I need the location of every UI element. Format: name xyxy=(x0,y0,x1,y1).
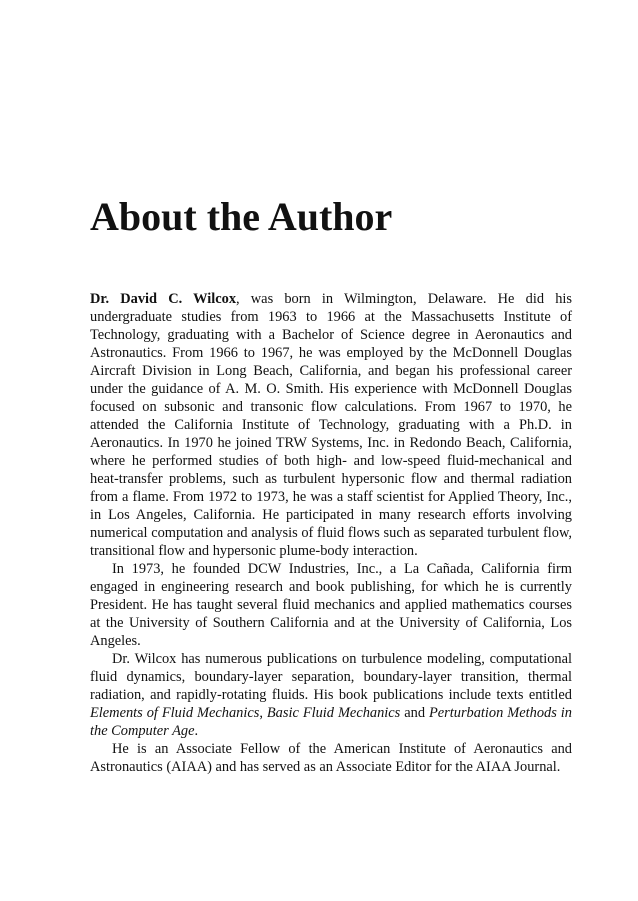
bio-paragraph-1 xyxy=(90,290,572,560)
author-name: Dr. David C. Wilcox xyxy=(90,291,237,307)
bio-paragraph-1-text: , was born in Wilmington, Delaware. He did his undergraduate studies from 1963 to 1966 at the Massachusetts Institute of Technology, graduating with a Bachelor of Science degree in Aeronautics and Astronautics. From 1966 to 1967, he was employed by the McDonnell Douglas Aircraft Division in Long Beach, California, and began his professional career under the guidance of A. M. O. Smith. His experience with McDonnell Douglas focused on subsonic and transonic flow calculations. From 1967 to 1970, he attended the California Institute of Technology, graduating with a Ph.D. in Aeronautics. In 1970 he joined TRW Systems, Inc. in Redondo Beach, California, where he performed studies of both high- and low-speed fluid-mechanical and heat-transfer problems, such as turbulent hypersonic flow and thermal radiation from a flame. From 1972 to 1973, he was a staff scientist for Applied Theory, Inc., in Los Angeles, California. He participated in many research efforts involving numerical computation and analysis of fluid flows such as separated turbulent flow, transitional flow and hypersonic plume-body interaction. xyxy=(90,291,572,559)
author-bio xyxy=(90,290,572,776)
bio-paragraph-3 xyxy=(90,650,572,740)
book-title-perturbation: Perturbation Methods in the Computer Age xyxy=(90,705,572,739)
book-title-basic: Basic Fluid Mechanics xyxy=(266,705,401,721)
separator: , xyxy=(259,705,267,721)
separator: and xyxy=(400,705,429,721)
bio-paragraph-3-text: Dr. Wilcox has numerous publications on turbulence modeling, computational fluid dynamics, boundary-layer separation, boundary-layer transition, thermal radiation, and rapidly-rotating fluids. His book publications include texts entitled xyxy=(90,651,572,703)
bio-paragraph-2: In 1973, he founded DCW Industries, Inc., a La Cañada, California firm engaged in engineering research and book publishing, for which he is currently President. He has taught several fluid mechanics and applied mathematics courses at the University of Southern California and at the University of California, Los Angeles. xyxy=(90,561,572,649)
sentence-end: . xyxy=(194,723,199,739)
book-title-elements: Elements of Fluid Mechanics xyxy=(90,705,260,721)
chapter-title: About the Author xyxy=(90,194,393,239)
bio-paragraph-4: He is an Associate Fellow of the American Institute of Aeronautics and Astronautics (AIAA) and has served as an Associate Editor for the AIAA Journal. xyxy=(90,741,572,775)
